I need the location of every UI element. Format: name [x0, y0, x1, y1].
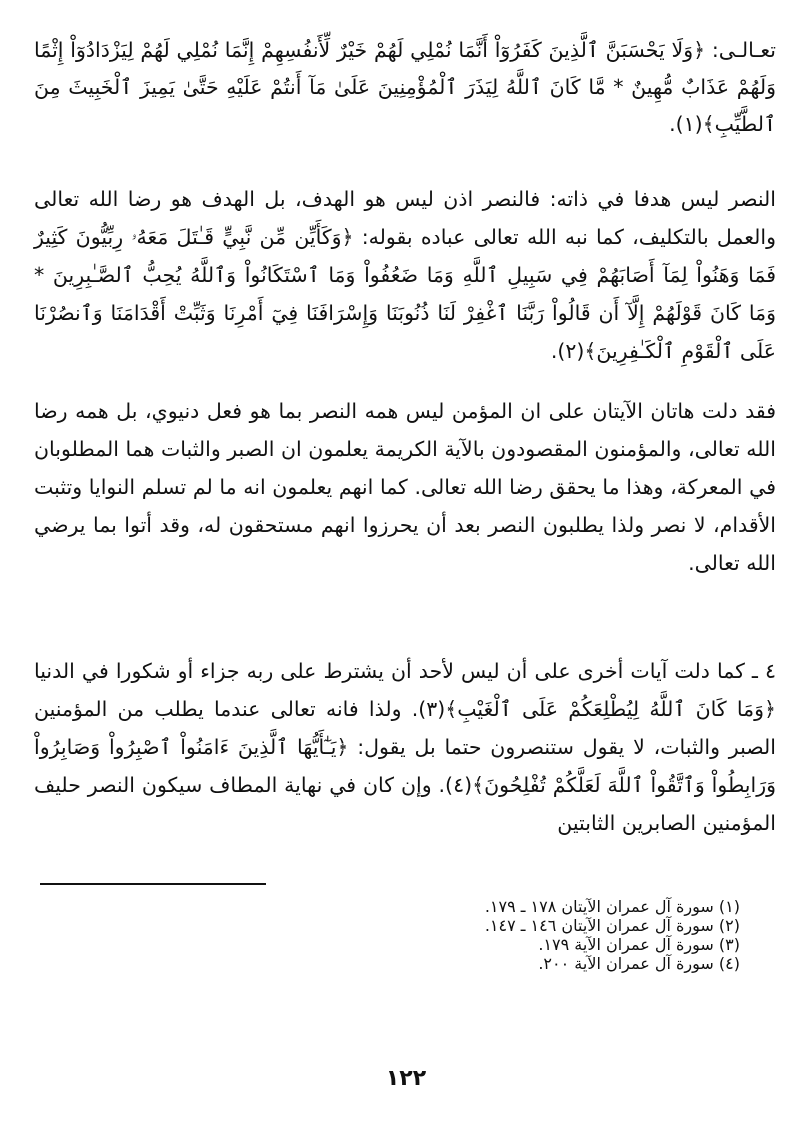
paragraph-point-four: ٤ ـ كما دلت آيات أخرى على أن ليس لأحد أن يشترط على ربه جزاء أو شكورا في الدنيا ﴿وَمَا كَانَ ٱللَّهُ لِيُطْلِعَكُمْ عَلَى ٱلْغَيْبِ﴾(٣). ولذا فانه تعالى عندما يطلب من المؤمنين الصبر والثبات، لا يقول ستنصرون حتما بل يقول: ﴿يَـٰٓأَيُّهَا ٱلَّذِينَ ءَامَنُواْ ٱصْبِرُواْ وَصَابِرُواْ وَرَابِطُواْ وَٱتَّقُواْ ٱللَّهَ لَعَلَّكُمْ تُفْلِحُونَ﴾(٤). وإن كان في نهاية المطاف سيكون النصر حليف المؤمنين الصابرين الثابتين: [34, 659, 776, 835]
page-number: ١٢٢: [385, 1066, 427, 1091]
footnote-3: (٣) سورة آل عمران الآية ١٧٩.: [538, 935, 740, 954]
footnote-divider: [40, 883, 266, 885]
paragraph-quran-verse-1: تعـالـى: ﴿وَلَا يَحْسَبَنَّ ٱلَّذِينَ كَفَرُوٓاْ أَنَّمَا نُمْلِي لَهُمْ خَيْرٌ لِّأَنفُسِهِمْ إِنَّمَا نُمْلِي لَهُمْ لِيَزْدَادُوٓاْ إِثْمًا وَلَهُمْ عَذَابٌ مُّهِينٌ * مَّا كَانَ ٱللَّهُ لِيَذَرَ ٱلْمُؤْمِنِينَ عَلَىٰ مَآ أَنتُمْ عَلَيْهِ حَتَّىٰ يَمِيزَ ٱلْخَبِيثَ مِنَ ٱلطَّيِّبِ﴾(١).: [34, 38, 776, 136]
footnote-2: (٢) سورة آل عمران الآيتان ١٤٦ ـ ١٤٧.: [484, 916, 740, 935]
footnote-1: (١) سورة آل عمران الآيتان ١٧٨ ـ ١٧٩.: [484, 897, 740, 916]
paragraph-victory-not-goal: النصر ليس هدفا في ذاته: فالنصر اذن ليس هو الهدف، بل الهدف هو رضا الله تعالى والعمل بالتكليف، كما نبه الله تعالى عباده بقوله: ﴿وَكَأَيِّن مِّن نَّبِيٍّ قَـٰتَلَ مَعَهُۥ رِبِّيُّونَ كَثِيرٌ فَمَا وَهَنُواْ لِمَآ أَصَابَهُمْ فِي سَبِيلِ ٱللَّهِ وَمَا ضَعُفُواْ وَمَا ٱسْتَكَانُواْ وَٱللَّهُ يُحِبُّ ٱلصَّـٰبِرِينَ * وَمَا كَانَ قَوْلَهُمْ إِلَّآ أَن قَالُواْ رَبَّنَا ٱغْفِرْ لَنَا ذُنُوبَنَا وَإِسْرَافَنَا فِيٓ أَمْرِنَا وَثَبِّتْ أَقْدَامَنَا وَٱنصُرْنَا عَلَى ٱلْقَوْمِ ٱلْكَـٰفِرِينَ﴾(٢).: [34, 187, 776, 363]
footnotes: [440, 897, 740, 973]
paragraph-two-verses-meaning: فقد دلت هاتان الآيتان على ان المؤمن ليس همه النصر بما هو فعل دنيوي، بل همه رضا الله تعالى، والمؤمنون المقصودون بالآية الكريمة يعلمون ان الصبر والثبات هما المطلوبان في المعركة، وهذا ما يحقق رضا الله تعالى. كما انهم يعلمون انه ما لم تسلم النوايا وتثبت الأقدام، لا نصر ولذا يطلبون النصر بعد أن يحرزوا انهم مستحقون له، وقد أتوا بما يرضي الله تعالى.: [34, 399, 776, 575]
footnote-4: (٤) سورة آل عمران الآية ٢٠٠.: [538, 954, 740, 973]
